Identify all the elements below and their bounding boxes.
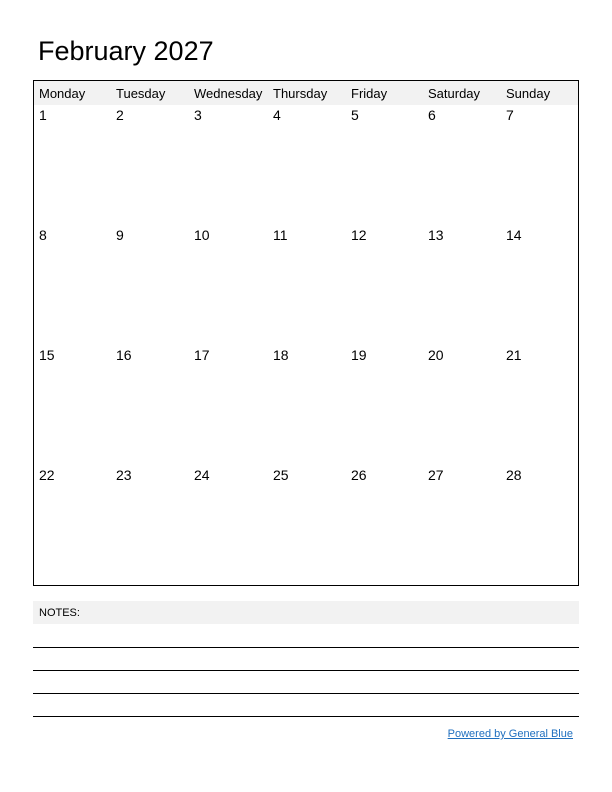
day-cell[interactable] — [268, 225, 345, 345]
weekday-header-monday: Monday — [39, 86, 86, 101]
day-number: 11 — [273, 227, 288, 243]
day-cell[interactable] — [189, 465, 266, 585]
day-cell[interactable] — [34, 105, 111, 225]
day-number: 28 — [506, 467, 522, 483]
day-number: 15 — [39, 347, 55, 363]
weekday-header-saturday: Saturday — [428, 86, 481, 101]
weekday-header-sunday: Sunday — [506, 86, 551, 101]
day-cell[interactable] — [111, 345, 188, 465]
day-number: 17 — [194, 347, 210, 363]
note-line — [33, 647, 579, 648]
day-number: 6 — [428, 107, 436, 123]
day-cell[interactable] — [111, 465, 188, 585]
day-number: 2 — [116, 107, 124, 123]
day-number: 16 — [116, 347, 132, 363]
day-number: 24 — [194, 467, 210, 483]
page-title: February 2027 — [38, 36, 214, 66]
day-number: 5 — [351, 107, 359, 123]
day-number: 13 — [428, 227, 444, 243]
day-cell[interactable] — [423, 465, 500, 585]
day-number: 7 — [506, 107, 514, 123]
day-number: 26 — [351, 467, 367, 483]
day-cell[interactable] — [423, 225, 500, 345]
day-cell[interactable] — [268, 465, 345, 585]
day-number: 20 — [428, 347, 444, 363]
weekday-header-thursday: Thursday — [273, 86, 328, 101]
day-number: 14 — [506, 227, 522, 243]
day-number: 4 — [273, 107, 281, 123]
day-cell[interactable] — [268, 105, 345, 225]
calendar-grid — [33, 80, 579, 586]
day-cell[interactable] — [189, 345, 266, 465]
day-number: 3 — [194, 107, 202, 123]
day-cell[interactable] — [501, 465, 578, 585]
day-number: 18 — [273, 347, 289, 363]
day-cell[interactable] — [189, 105, 266, 225]
day-cell[interactable] — [346, 105, 423, 225]
day-cell[interactable] — [423, 345, 500, 465]
day-cell[interactable] — [501, 345, 578, 465]
day-cell[interactable] — [501, 225, 578, 345]
notes-label: NOTES: — [39, 607, 80, 619]
day-number: 10 — [194, 227, 210, 243]
day-cell[interactable] — [346, 465, 423, 585]
day-cell[interactable] — [346, 345, 423, 465]
day-number: 25 — [273, 467, 289, 483]
day-cell[interactable] — [346, 225, 423, 345]
day-number: 1 — [39, 107, 47, 123]
day-cell[interactable] — [189, 225, 266, 345]
weekday-header-wednesday: Wednesday — [194, 86, 263, 101]
day-number: 23 — [116, 467, 132, 483]
day-number: 21 — [506, 347, 522, 363]
week-row-2 — [34, 225, 578, 345]
week-row-4 — [34, 465, 578, 585]
day-number: 8 — [39, 227, 47, 243]
note-line — [33, 716, 579, 717]
note-line — [33, 670, 579, 671]
day-number: 19 — [351, 347, 367, 363]
notes-header — [33, 601, 579, 624]
day-cell[interactable] — [501, 105, 578, 225]
week-row-1 — [34, 105, 578, 225]
week-row-3 — [34, 345, 578, 465]
day-number: 12 — [351, 227, 367, 243]
powered-by-link[interactable]: Powered by General Blue — [447, 728, 573, 740]
day-cell[interactable] — [423, 105, 500, 225]
day-number: 9 — [116, 227, 124, 243]
weekday-header-friday: Friday — [351, 86, 388, 101]
note-line — [33, 693, 579, 694]
weekday-header-row — [34, 81, 578, 105]
day-cell[interactable] — [34, 225, 111, 345]
day-cell[interactable] — [34, 345, 111, 465]
day-cell[interactable] — [111, 225, 188, 345]
day-cell[interactable] — [111, 105, 188, 225]
weekday-header-tuesday: Tuesday — [116, 86, 166, 101]
day-cell[interactable] — [34, 465, 111, 585]
day-number: 27 — [428, 467, 444, 483]
day-cell[interactable] — [268, 345, 345, 465]
day-number: 22 — [39, 467, 55, 483]
